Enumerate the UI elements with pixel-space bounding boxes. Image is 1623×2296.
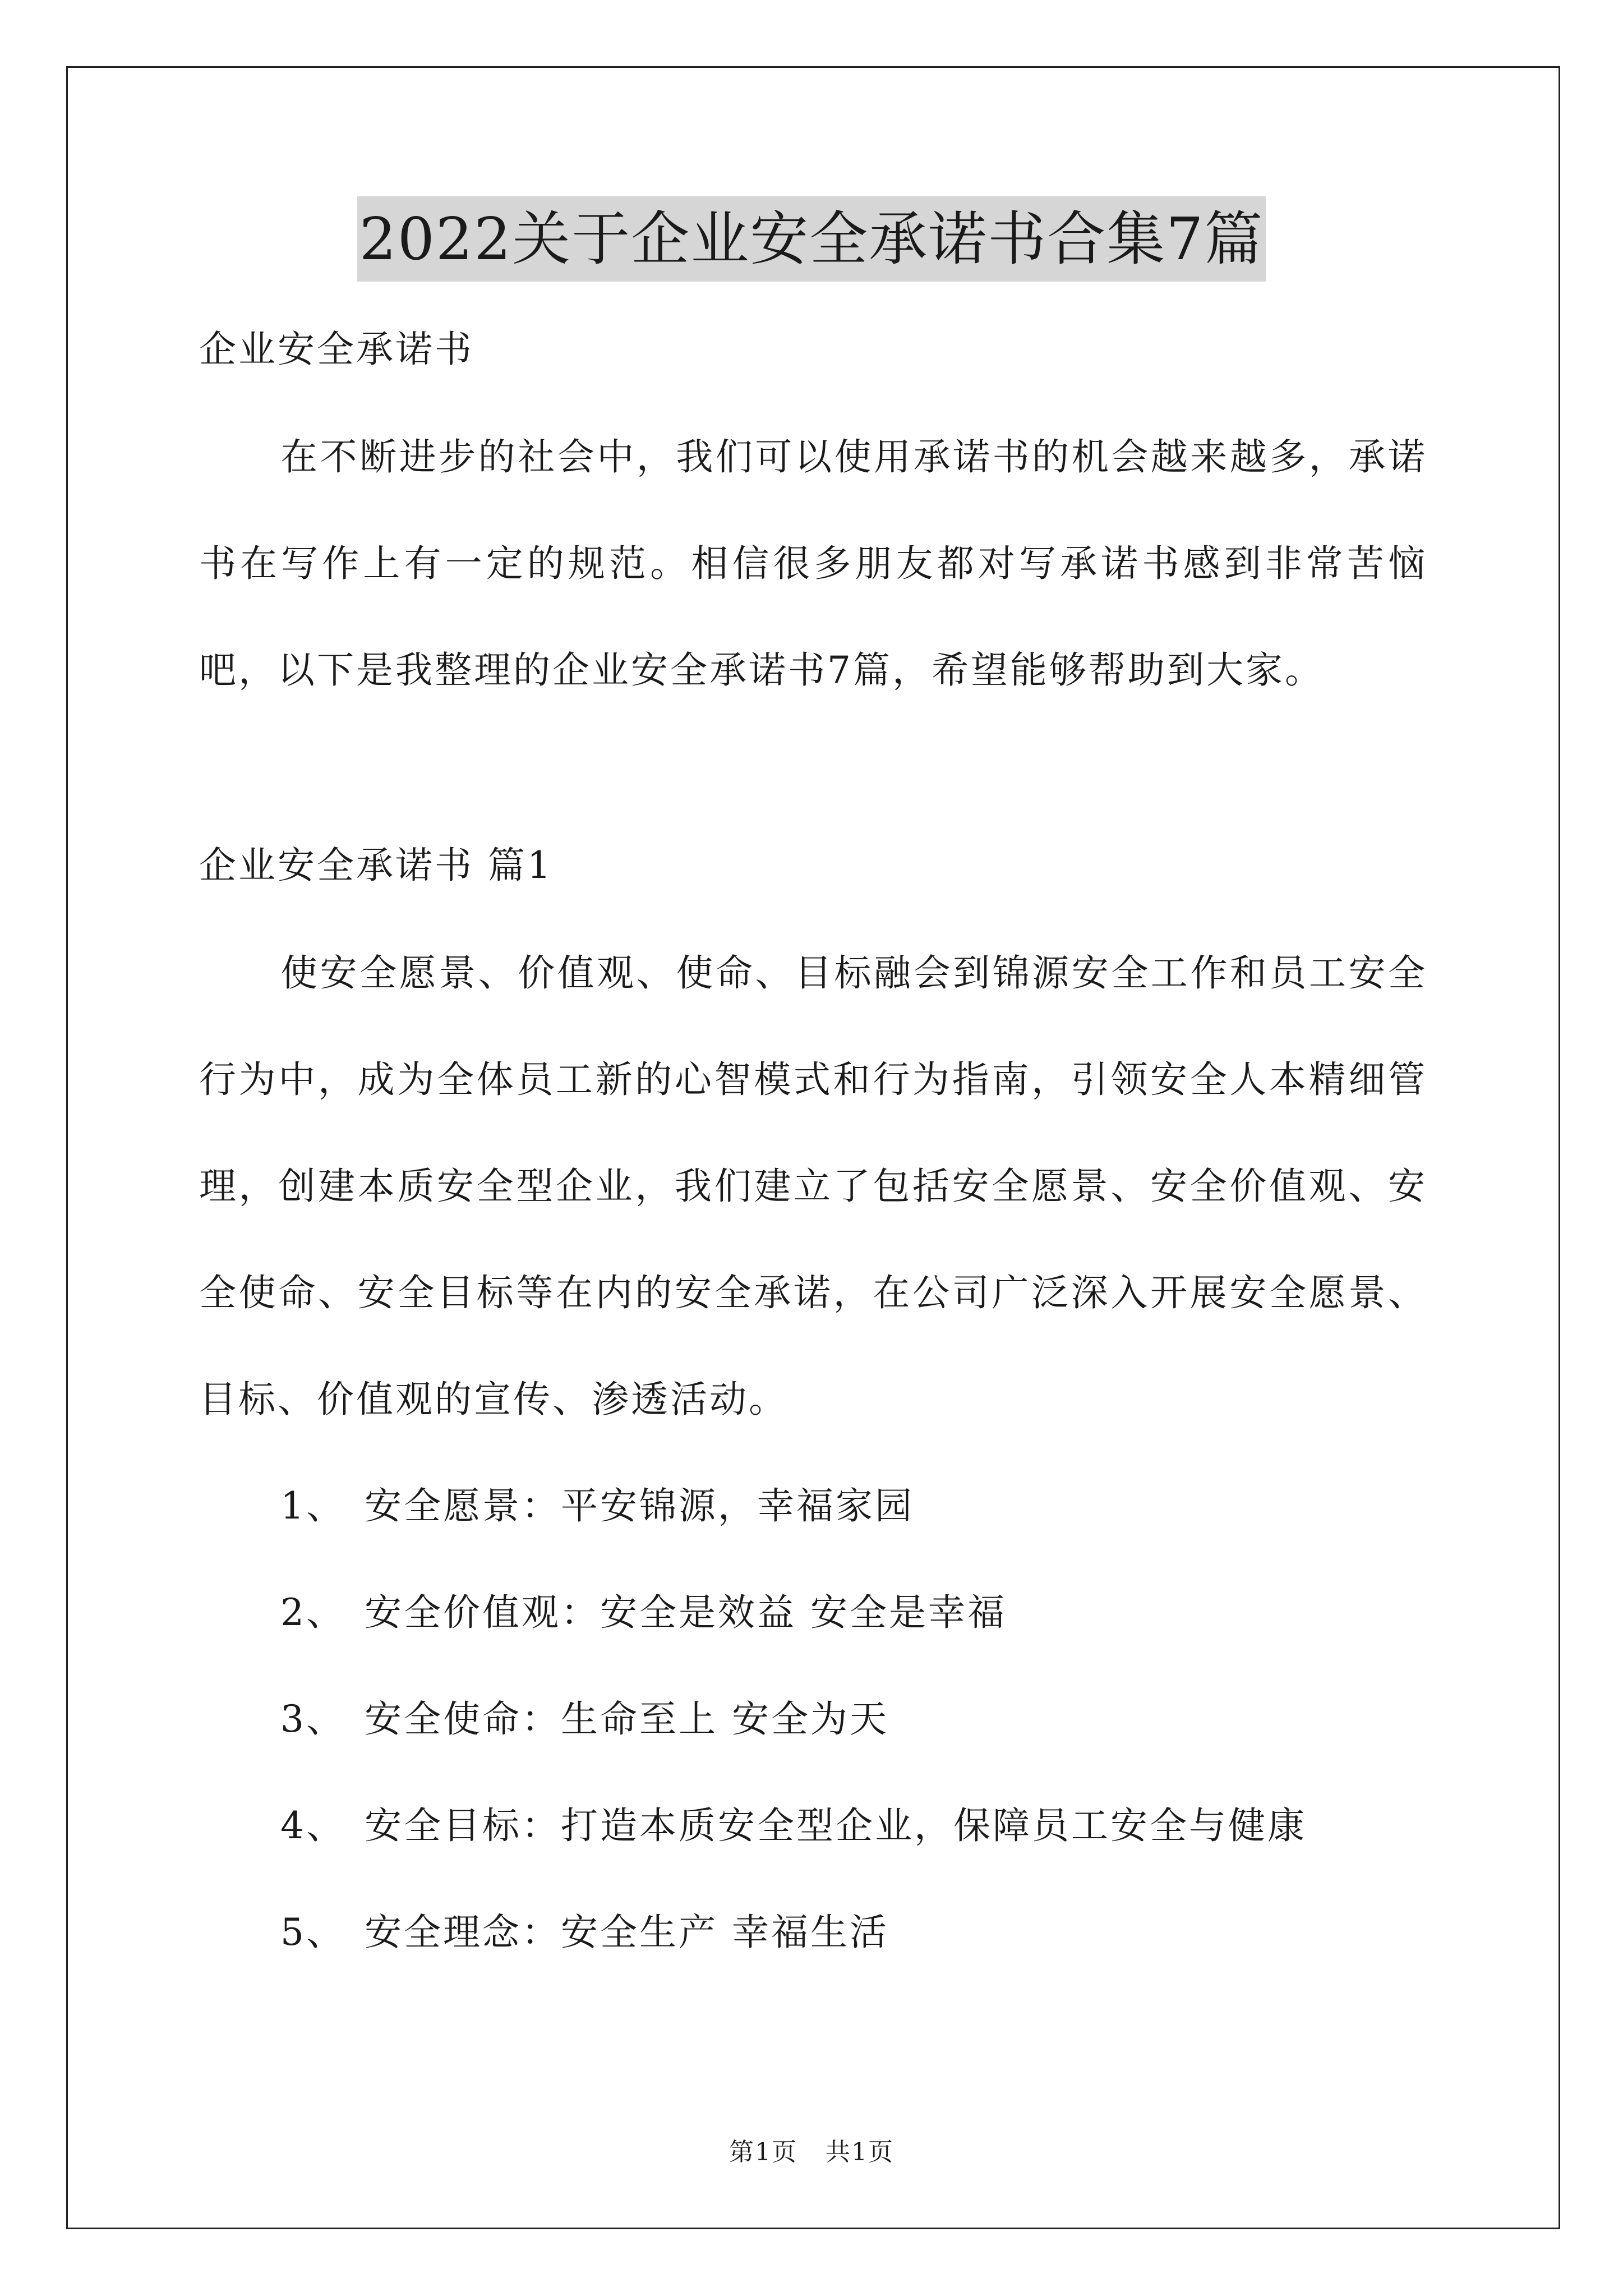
list-item-number: 2、 — [280, 1591, 345, 1634]
list-item — [199, 1879, 1427, 1986]
list-item-number: 5、 — [280, 1911, 345, 1954]
list-item — [199, 1666, 1427, 1773]
page-footer — [0, 2132, 1623, 2168]
intro-paragraph: 在不断进步的社会中，我们可以使用承诺书的机会越来越多，承诺书在写作上有一定的规范。相信很多朋友都对写承诺书感到非常苦恼吧，以下是我整理的企业安全承诺书7篇，希望能够帮助到大家。 — [199, 435, 1427, 692]
heading-intro: 企业安全承诺书 — [199, 328, 474, 371]
list-item — [199, 1453, 1427, 1559]
list-item-text: 安全价值观：安全是效益 安全是幸福 — [365, 1591, 1007, 1634]
document-title: 2022关于企业安全承诺书合集7篇 — [357, 196, 1266, 282]
list-item-text: 安全理念：安全生产 幸福生活 — [365, 1911, 889, 1954]
list-item-number: 1、 — [280, 1484, 345, 1527]
page-number-total: 共1页 — [826, 2138, 894, 2166]
list-item — [199, 1559, 1427, 1666]
list-item-text: 安全愿景：平安锦源，幸福家园 — [365, 1484, 914, 1527]
blank-line — [199, 724, 1427, 830]
document-body — [199, 314, 1427, 1986]
heading-section-1: 企业安全承诺书 篇1 — [199, 844, 553, 887]
list-item-number: 4、 — [280, 1804, 345, 1847]
list-item-text: 安全目标：打造本质安全型企业，保障员工安全与健康 — [365, 1804, 1307, 1847]
safety-list — [199, 1453, 1427, 1986]
section-1-paragraph: 使安全愿景、价值观、使命、目标融会到锦源安全工作和员工安全行为中，成为全体员工新的心智模式和行为指南，引领安全人本精细管理，创建本质安全型企业，我们建立了包括安全愿景、安全价值观、安全使命、安全目标等在内的安全承诺，在公司广泛深入开展安全愿景、目标、价值观的宣传、渗透活动。 — [199, 951, 1427, 1421]
list-item — [199, 1773, 1427, 1879]
title-container — [0, 196, 1623, 282]
list-item-number: 3、 — [280, 1697, 345, 1741]
page-number-current: 第1页 — [729, 2138, 797, 2166]
list-item-text: 安全使命：生命至上 安全为天 — [365, 1697, 889, 1741]
